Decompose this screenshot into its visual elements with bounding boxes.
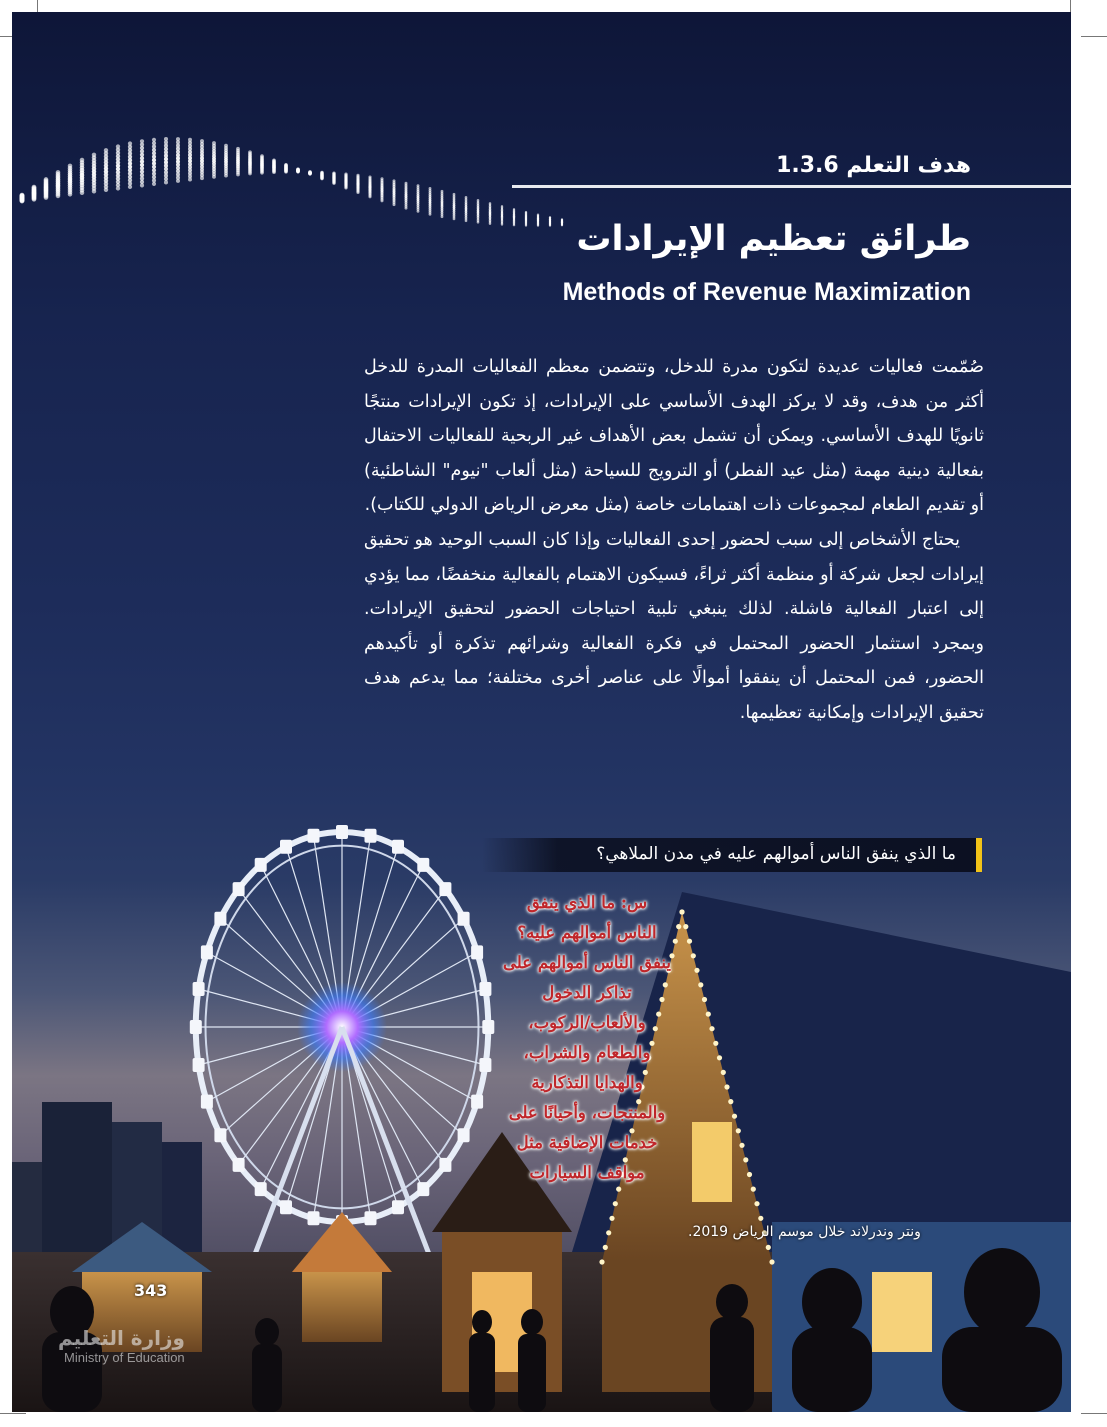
light-bulb [599,1259,604,1264]
answer-line: ينفق الناس أموالهم على [503,953,671,972]
wheel-gondola [233,882,245,896]
wave-dot [224,174,228,178]
hut-roof [292,1212,392,1272]
wave-dot [152,182,156,186]
answer-line: تذاكر الدخول [542,983,632,1002]
wave-dot [525,211,527,213]
wheel-gondola [392,840,404,854]
wave-dot [380,177,383,180]
hut [302,1272,382,1342]
light-bulb [732,1114,737,1119]
light-bulb [766,1245,771,1250]
answer-line: خدمات الإضافية مثل [516,1133,658,1152]
wheel-gondola [336,825,348,839]
crop-mark [1081,36,1107,37]
wave-dot [489,202,492,205]
handwritten-answer [482,888,692,1188]
wheel-gondola [417,858,429,872]
wave-dot [116,186,120,190]
wave-dot [501,205,503,207]
wheel-gondola [392,1200,404,1214]
wave-dot [453,193,456,196]
wave-dot [465,196,468,199]
wheel-gondola [190,1020,202,1034]
wave-dot [56,194,61,199]
wave-dot [320,171,323,174]
building [42,1102,112,1252]
question-accent [976,838,982,872]
light-bulb [713,1041,718,1046]
wheel-gondola [255,858,267,872]
light-bulb [717,1055,722,1060]
wave-dot [513,208,515,210]
wave-dot [332,171,335,174]
light-bulb [728,1099,733,1104]
wheel-gondola [439,1158,451,1172]
light-bulb [747,1172,752,1177]
wave-dot [164,180,168,184]
wheel-gondola [458,912,470,926]
crop-mark [0,1413,26,1414]
wheel-gondola [193,1058,205,1072]
wave-dot [212,175,216,179]
page-title-english: Methods of Revenue Maximization [562,278,971,306]
answer-line: الناس أموالهم عليه؟ [517,923,657,942]
wheel-gondola [280,840,292,854]
building [12,1162,42,1252]
wave-dot [368,175,371,178]
wave-dot [188,178,192,182]
light-bulb [698,982,703,987]
chalet-window [872,1272,932,1352]
wave-dot [356,174,359,177]
light-bulb [702,997,707,1002]
wheel-gondola [233,1158,245,1172]
answer-line: والهدايا التذكارية [531,1073,643,1092]
light-bulb [724,1084,729,1089]
wave-dot [104,188,108,192]
light-bulb [751,1187,756,1192]
wave-dot [561,218,563,220]
wave-dot [128,185,132,189]
wave-dot [344,172,347,175]
light-bulb [694,968,699,973]
wheel-gondola [439,882,451,896]
answer-line: س: ما الذي ينفق [526,893,648,912]
wave-dot [32,197,37,202]
wave-dot [549,216,551,218]
answer-line: والألعاب/الركوب، [528,1013,646,1032]
light-bulb [758,1216,763,1221]
wave-dot [20,199,25,204]
body-text [364,350,984,731]
answer-line: والمنتجات، وأحيانًا على [508,1103,666,1122]
wave-dot [417,184,420,187]
wheel-gondola [214,912,226,926]
wheel-gondola [308,829,320,843]
chalet-window [692,1122,732,1202]
wave-dot [80,191,85,196]
question-text: ما الذي ينفق الناس أموالهم عليه في مدن الملاهي؟ [596,844,956,864]
paragraph-2: يحتاج الأشخاص إلى سبب لحضور إحدى الفعاليات وإذا كان السبب الوحيد هو تحقيق إيرادات لجعل شركة أو منظمة أكثر ثراءً، فسيكون الاهتمام بالفعالية منخفضًا، مما يؤدي إلى اعتبار الفعالية فاشلة. لذلك ينبغي تلبية احتياجات الحضور لتحقيق الإيرادات. وبمجرد استثمار الحضور المحتمل في فكرة الفعالية وشرائهم تذكرة أو تأكيدهم الحضور، فمن المحتمل أن ينفقوا أموالًا على عناصر أخرى مختلفة؛ مما يدعم هدف تحقيق الإيرادات وإمكانية تعظيمها. [364,529,984,723]
textbook-page [12,12,1071,1412]
light-bulb [739,1143,744,1148]
wave-dot [429,187,432,190]
light-bulb [736,1128,741,1133]
ferris-wheel [190,825,495,1262]
learning-objective-label: هدف التعلم 1.3.6 [776,153,971,178]
wheel-support [252,1027,342,1262]
light-bulb [706,1012,711,1017]
wave-dot [308,170,311,173]
ministry-watermark: وزارة التعليم [58,1326,185,1350]
wave-dot [44,195,49,200]
wave-dot [260,171,264,175]
page-number: 343 [134,1281,168,1300]
wave-dot [200,176,204,180]
answer-line: والطعام والشراب، [523,1043,651,1062]
wave-dot [296,170,299,173]
light-bulb [709,1026,714,1031]
wheel-gondola [255,1182,267,1196]
building [162,1142,202,1252]
wheel-gondola [201,1095,213,1109]
light-bulb [743,1157,748,1162]
light-bulb [613,1201,618,1206]
light-bulb [721,1070,726,1075]
wave-dot [284,170,288,174]
crop-mark [1081,1413,1107,1414]
light-bulb [769,1259,774,1264]
wheel-gondola [280,1200,292,1214]
wheel-gondola [458,1128,470,1142]
wheel-gondola [417,1182,429,1196]
wave-dot [272,170,276,174]
answer-line: مواقف السيارات [529,1163,645,1182]
wheel-gondola [365,829,377,843]
wave-dot [248,172,252,176]
paragraph-1: صُمّمت فعاليات عديدة لتكون مدرة للدخل، وتتضمن معظم الفعاليات المدرة للدخل أكثر من هدف، وقد لا يركز الهدف الأساسي على الإيرادات، إذ تكون الإيرادات منتجًا ثانويًا للهدف الأساسي. ويمكن أن تشمل بعض الأهداف غير الربحية للفعاليات الاحتفال بفعالية دينية مهمة (مثل عيد الفطر) أو الترويج للسياحة (مثل ألعاب "نيوم" الشاطئية) أو تقديم الطعام لمجموعات ذات اهتمامات خاصة (مثل معرض الرياض الدولي للكتاب). [364,357,984,516]
wave-dot [176,179,180,183]
wheel-gondola [193,982,205,996]
question-bar [482,838,982,872]
wave-dot [140,183,144,187]
wheel-gondola [214,1128,226,1142]
wheel-gondola [308,1211,320,1225]
wave-dot [393,179,396,182]
wave-dot [68,192,73,197]
wheel-gondola [201,945,213,959]
wave-dot [441,190,444,193]
dotted-wave-decoration [12,92,572,332]
light-bulb [606,1230,611,1235]
photo-caption: ونتر وندرلاند خلال موسم الرياض 2019. [688,1224,921,1240]
wave-dot [236,173,240,177]
ministry-watermark-english: Ministry of Education [64,1350,185,1365]
wave-dot [405,182,408,185]
light-bulb [603,1245,608,1250]
light-bulb [609,1216,614,1221]
wheel-support [342,1027,432,1262]
light-bulb [754,1201,759,1206]
wheel-gondola [365,1211,377,1225]
wave-dot [477,199,480,202]
header-rule [512,185,1071,188]
wave-dot [92,189,96,193]
wave-dot [537,214,539,216]
page-title-arabic: طرائق تعظيم الإيرادات [576,219,971,259]
